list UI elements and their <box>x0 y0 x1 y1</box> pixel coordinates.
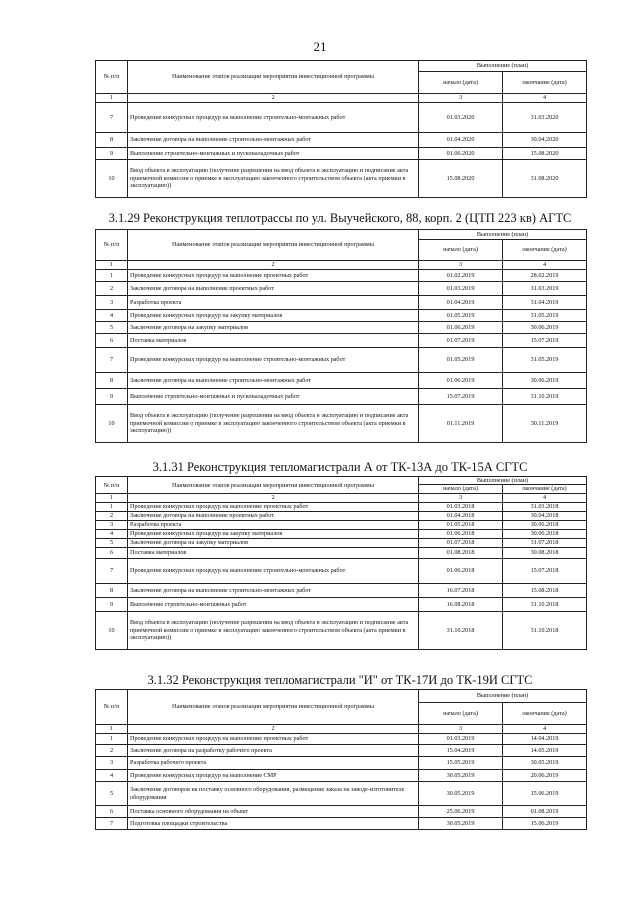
row-end: 15.07.2019 <box>503 334 587 348</box>
row-start: 25.06.2019 <box>419 806 503 818</box>
row-end: 30.04.2020 <box>503 133 587 148</box>
row-number: 8 <box>96 133 128 148</box>
table-row <box>96 502 587 511</box>
row-end: 31.07.2018 <box>503 538 587 547</box>
row-end: 31.05.2019 <box>503 348 587 373</box>
row-name: Проведение конкурсных процедур на закупку материалов <box>128 529 419 538</box>
row-start: 15.04.2019 <box>419 745 503 757</box>
table-row <box>96 133 587 148</box>
row-number: 5 <box>96 538 128 547</box>
row-number: 7 <box>96 348 128 373</box>
table-row <box>96 538 587 547</box>
table-section-3-1-29 <box>95 229 587 443</box>
row-name: Заключение договора на закупку материалов <box>128 322 419 334</box>
row-number: 2 <box>96 511 128 520</box>
row-start: 01.06.2018 <box>419 529 503 538</box>
header-index: 3 <box>419 261 503 270</box>
header-index: 4 <box>503 261 587 270</box>
table-row <box>96 270 587 282</box>
row-start: 01.04.2020 <box>419 133 503 148</box>
table-row <box>96 782 587 806</box>
row-name: Разработка рабочего проекта <box>128 757 419 770</box>
row-start: 31.10.2018 <box>419 611 503 649</box>
row-number: 8 <box>96 373 128 389</box>
header-end: окончание (дата) <box>503 240 587 261</box>
row-end: 15.06.2019 <box>503 782 587 806</box>
row-number: 7 <box>96 818 128 830</box>
row-end: 01.08.2019 <box>503 806 587 818</box>
row-end: 15.07.2018 <box>503 558 587 583</box>
row-number: 9 <box>96 389 128 405</box>
table-row <box>96 348 587 373</box>
row-name: Заключение договоров на поставку основного оборудования, размещение заказа на заводе-изготовителе оборудования <box>128 782 419 806</box>
header-num: № п/п <box>96 477 128 494</box>
row-name: Подготовка площадки строительства <box>128 818 419 830</box>
header-plan: Выполнение (план) <box>419 61 587 72</box>
row-name: Заключение договора на выполнение строительно-монтажных работ <box>128 133 419 148</box>
row-number: 1 <box>96 502 128 511</box>
header-index: 1 <box>96 261 128 270</box>
row-start: 01.06.2020 <box>419 148 503 160</box>
row-number: 3 <box>96 757 128 770</box>
row-start: 01.02.2019 <box>419 270 503 282</box>
header-start: начало (дата) <box>419 240 503 261</box>
row-end: 31.08.2020 <box>503 160 587 198</box>
header-start: начало (дата) <box>419 72 503 94</box>
table-row <box>96 529 587 538</box>
row-number: 2 <box>96 745 128 757</box>
section-title: 3.1.31 Реконструкция тепломагистрали А от ТК-13А до ТК-15А СГТС <box>152 460 528 474</box>
header-start: начало (дата) <box>419 703 503 725</box>
table-row <box>96 389 587 405</box>
row-end: 31.03.2018 <box>503 502 587 511</box>
row-start: 01.04.2019 <box>419 296 503 310</box>
row-start: 15.05.2019 <box>419 757 503 770</box>
row-name: Заключение договора на выполнение строительно-монтажных работ <box>128 373 419 389</box>
header-index: 4 <box>503 725 587 734</box>
row-name: Выполнение строительно-монтажных и пусконаладочных работ <box>128 389 419 405</box>
table-row <box>96 373 587 389</box>
row-name: Ввод объекта в эксплуатацию (получение разрешения на ввод объекта в эксплуатацию и подписание акта приемочной комиссии о приемке в эксплуатацию законченного строительством объекта (акта приемки в эксплуатацию)) <box>128 405 419 443</box>
header-end: окончание (дата) <box>503 72 587 94</box>
header-index: 2 <box>128 494 419 502</box>
row-number: 7 <box>96 103 128 133</box>
row-end: 31.03.2020 <box>503 103 587 133</box>
row-name: Разработка проекта <box>128 296 419 310</box>
section-title: 3.1.29 Реконструкция теплотрассы по ул. Выучейского, 88, корп. 2 (ЦТП 223 кв) АГТС <box>108 211 572 225</box>
row-start: 01.06.2019 <box>419 373 503 389</box>
header-plan: Выполнение (план) <box>419 230 587 240</box>
row-end: 30.06.2018 <box>503 529 587 538</box>
table-row <box>96 322 587 334</box>
row-start: 01.03.2018 <box>419 502 503 511</box>
row-end: 15.08.2018 <box>503 583 587 597</box>
header-name: Наименование этапов реализации мероприятия инвестиционной программы <box>128 690 419 725</box>
table-section-3-1-32 <box>95 689 587 830</box>
row-number: 7 <box>96 558 128 583</box>
row-start: 01.05.2019 <box>419 348 503 373</box>
header-index: 4 <box>503 494 587 502</box>
row-number: 6 <box>96 334 128 348</box>
row-start: 01.03.2019 <box>419 282 503 296</box>
table-row <box>96 103 587 133</box>
row-name: Проведение конкурсных процедур на закупку материалов <box>128 310 419 322</box>
table-row <box>96 405 587 443</box>
row-number: 10 <box>96 160 128 198</box>
row-number: 5 <box>96 782 128 806</box>
row-number: 6 <box>96 547 128 558</box>
row-end: 31.10.2018 <box>503 597 587 611</box>
row-start: 01.04.2018 <box>419 511 503 520</box>
header-start: начало (дата) <box>419 485 503 494</box>
row-number: 9 <box>96 597 128 611</box>
row-number: 2 <box>96 282 128 296</box>
table-row <box>96 757 587 770</box>
row-end: 30.11.2019 <box>503 405 587 443</box>
row-end: 31.05.2019 <box>503 310 587 322</box>
row-end: 30.06.2018 <box>503 520 587 529</box>
row-end: 31.10.2018 <box>503 611 587 649</box>
table-row <box>96 310 587 322</box>
row-name: Поставка материалов <box>128 547 419 558</box>
row-start: 01.08.2018 <box>419 547 503 558</box>
header-index: 1 <box>96 494 128 502</box>
row-number: 4 <box>96 770 128 782</box>
row-name: Разработка проекта <box>128 520 419 529</box>
header-end: окончание (дата) <box>503 703 587 725</box>
row-number: 10 <box>96 611 128 649</box>
row-end: 30.06.2019 <box>503 373 587 389</box>
row-name: Заключение договора на выполнение проектных работ <box>128 282 419 296</box>
row-number: 10 <box>96 405 128 443</box>
table-row <box>96 611 587 649</box>
row-start: 01.05.2018 <box>419 520 503 529</box>
row-number: 6 <box>96 806 128 818</box>
table-row <box>96 148 587 160</box>
table-section-3-1-31 <box>95 476 587 650</box>
table-row <box>96 511 587 520</box>
header-plan: Выполнение (план) <box>419 690 587 703</box>
row-end: 28.02.2019 <box>503 270 587 282</box>
row-end: 31.10.2019 <box>503 389 587 405</box>
row-end: 15.08.2020 <box>503 148 587 160</box>
header-num: № п/п <box>96 690 128 725</box>
page-number: 21 <box>313 39 327 54</box>
header-index: 2 <box>128 725 419 734</box>
row-name: Выполнение строительно-монтажных работ <box>128 597 419 611</box>
row-start: 01.07.2019 <box>419 334 503 348</box>
header-num: № п/п <box>96 61 128 94</box>
row-name: Проведение конкурсных процедур на выполнение строительно-монтажных работ <box>128 103 419 133</box>
row-name: Заключение договора на выполнение строительно-монтажных работ <box>128 583 419 597</box>
row-name: Проведение конкурсных процедур на выполнение строительно-монтажных работ <box>128 348 419 373</box>
row-end: 20.06.2019 <box>503 770 587 782</box>
row-name: Поставка материалов <box>128 334 419 348</box>
row-number: 1 <box>96 734 128 745</box>
row-end: 31.04.2019 <box>503 296 587 310</box>
header-plan: Выполнение (план) <box>419 477 587 485</box>
header-index: 3 <box>419 725 503 734</box>
row-start: 15.08.2020 <box>419 160 503 198</box>
row-number: 8 <box>96 583 128 597</box>
row-start: 01.07.2018 <box>419 538 503 547</box>
row-name: Проведение конкурсных процедур на выполнение строительно-монтажных работ <box>128 558 419 583</box>
table-row <box>96 818 587 830</box>
header-index: 2 <box>128 261 419 270</box>
row-name: Проведение конкурсных процедур на выполнение проектных работ <box>128 502 419 511</box>
header-name: Наименование этапов реализации мероприятия инвестиционной программы <box>128 61 419 94</box>
row-start: 15.07.2019 <box>419 389 503 405</box>
header-index: 4 <box>503 94 587 103</box>
row-start: 16.07.2018 <box>419 583 503 597</box>
table-row <box>96 583 587 597</box>
row-number: 4 <box>96 310 128 322</box>
header-num: № п/п <box>96 230 128 261</box>
row-start: 01.05.2019 <box>419 310 503 322</box>
row-number: 3 <box>96 520 128 529</box>
row-start: 01.06.2018 <box>419 558 503 583</box>
row-name: Заключение договора на выполнение проектных работ <box>128 511 419 520</box>
row-start: 01.03.2019 <box>419 734 503 745</box>
row-start: 01.03.2020 <box>419 103 503 133</box>
header-name: Наименование этапов реализации мероприятия инвестиционной программы <box>128 230 419 261</box>
row-start: 30.05.2019 <box>419 770 503 782</box>
table-row <box>96 296 587 310</box>
section-title: 3.1.32 Реконструкция тепломагистрали "И" от ТК-17И до ТК-19И СГТС <box>147 673 533 687</box>
row-number: 3 <box>96 296 128 310</box>
row-start: 30.05.2019 <box>419 782 503 806</box>
row-end: 15.06.2019 <box>503 818 587 830</box>
header-index: 3 <box>419 494 503 502</box>
row-number: 5 <box>96 322 128 334</box>
row-name: Выполнение строительно-монтажных и пусконаладочных работ <box>128 148 419 160</box>
row-end: 31.03.2019 <box>503 282 587 296</box>
header-end: окончание (дата) <box>503 485 587 494</box>
table-row <box>96 334 587 348</box>
table-row <box>96 558 587 583</box>
header-name: Наименование этапов реализации мероприятия инвестиционной программы <box>128 477 419 494</box>
row-name: Заключение договора на закупку материалов <box>128 538 419 547</box>
row-end: 14.05.2019 <box>503 745 587 757</box>
row-end: 30.06.2019 <box>503 322 587 334</box>
table-row <box>96 520 587 529</box>
row-start: 16.08.2018 <box>419 597 503 611</box>
row-name: Ввод объекта в эксплуатацию (получение разрешения на ввод объекта в эксплуатацию и подписание акта приемочной комиссии о приемке в эксплуатацию законченного строительством объекта (акта приемки в эксплуатацию)) <box>128 611 419 649</box>
row-name: Заключение договора на разработку рабочего проекта <box>128 745 419 757</box>
header-index: 2 <box>128 94 419 103</box>
row-name: Проведение конкурсных процедур на выполнение СМР <box>128 770 419 782</box>
table-row <box>96 160 587 198</box>
row-name: Ввод объекта в эксплуатацию (получение разрешения на ввод объекта в эксплуатацию и подписание акта приемочной комиссии о приемке в эксплуатацию законченного строительством объекта (акта приемки в эксплуатацию)) <box>128 160 419 198</box>
row-name: Поставка основного оборудования на объект <box>128 806 419 818</box>
table-row <box>96 597 587 611</box>
row-number: 4 <box>96 529 128 538</box>
table-row <box>96 282 587 296</box>
table-row <box>96 547 587 558</box>
header-index: 3 <box>419 94 503 103</box>
row-end: 14.04.2019 <box>503 734 587 745</box>
table-row <box>96 734 587 745</box>
table-row <box>96 806 587 818</box>
row-number: 9 <box>96 148 128 160</box>
table-section-continued <box>95 60 587 198</box>
table-row <box>96 745 587 757</box>
row-number: 1 <box>96 270 128 282</box>
row-name: Проведение конкурсных процедур на выполнение проектных работ <box>128 270 419 282</box>
header-index: 1 <box>96 94 128 103</box>
row-end: 30.08.2018 <box>503 547 587 558</box>
row-end: 30.04.2018 <box>503 511 587 520</box>
row-name: Проведение конкурсных процедур на выполнение проектных работ <box>128 734 419 745</box>
table-row <box>96 770 587 782</box>
row-start: 30.05.2019 <box>419 818 503 830</box>
row-start: 01.11.2019 <box>419 405 503 443</box>
row-end: 30.05.2019 <box>503 757 587 770</box>
row-start: 01.06.2019 <box>419 322 503 334</box>
header-index: 1 <box>96 725 128 734</box>
